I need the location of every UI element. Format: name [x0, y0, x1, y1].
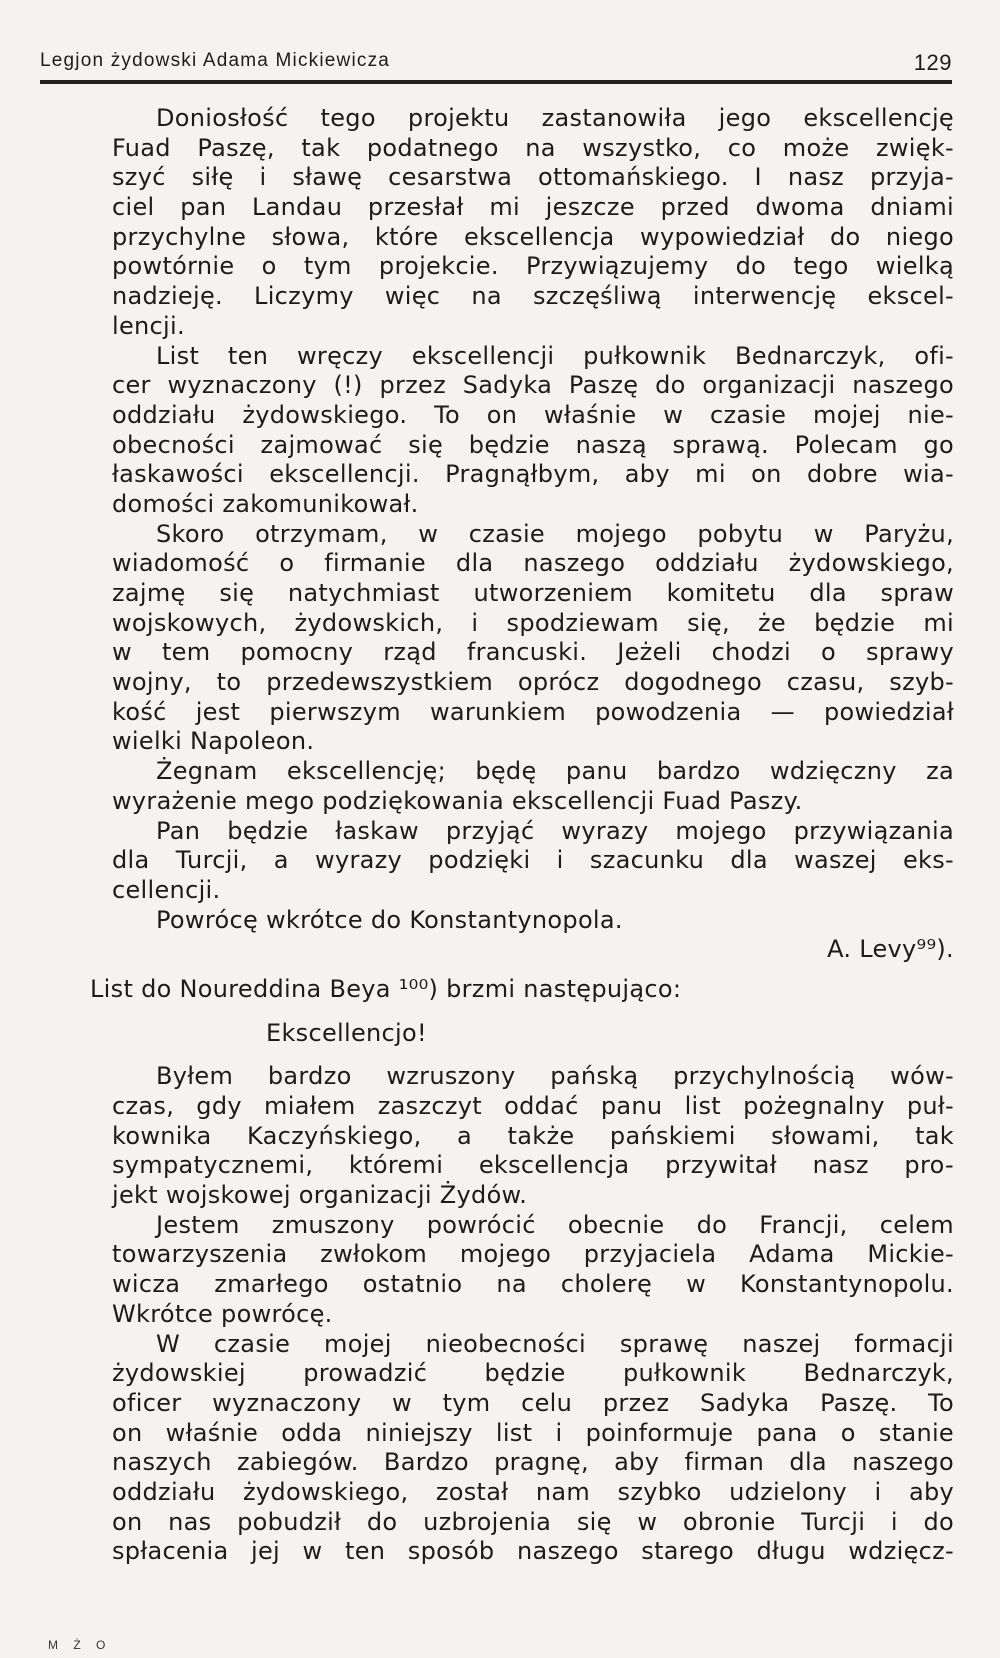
text-line: cer wyznaczony (!) przez Sadyka Paszę do organizacji naszego	[112, 371, 954, 400]
text-line: towarzyszenia zwłokom mojego przyjaciela Adama Mickie-	[112, 1240, 954, 1269]
text-line: powtórnie o tym projekcie. Przywiązujemy do tego wielką	[112, 252, 954, 281]
text-line: kość jest pierwszym warunkiem powodzenia — powiedział	[112, 697, 954, 726]
text-line: domości zakomunikował.	[112, 489, 419, 518]
text-line: lencji.	[112, 311, 185, 340]
text-line: żydowskiej prowadzić będzie pułkownik Bednarczyk,	[112, 1359, 954, 1388]
text-line: W czasie mojej nieobecności sprawę naszej formacji	[156, 1329, 954, 1358]
running-title: Legjon żydowski Adama Mickiewicza	[40, 50, 391, 71]
text-line: naszych zabiegów. Bardzo pragnę, aby firman dla naszego	[112, 1448, 954, 1477]
text-line: łaskawości ekscellencji. Pragnąłbym, aby mi on dobre wia-	[112, 460, 954, 489]
text-line: wielki Napoleon.	[112, 727, 315, 756]
text-line: jekt wojskowej organizacji Żydów.	[112, 1181, 528, 1210]
text-line: Wkrótce powrócę.	[112, 1299, 333, 1328]
text-line: spłacenia jej w ten sposób naszego starego długu wdzięcz-	[112, 1537, 954, 1566]
text-line: oficer wyznaczony w tym celu przez Sadyka Paszę. To	[112, 1388, 954, 1417]
text-line: on nas pobudził do uzbrojenia się w obronie Turcji i do	[112, 1507, 954, 1536]
salutation: Ekscellencjo!	[266, 1018, 427, 1047]
text-line: wyrażenie mego podziękowania ekscellencji Fuad Paszy.	[112, 786, 803, 815]
text-line: Żegnam ekscellencję; będę panu bardzo wdzięczny za	[156, 757, 954, 786]
text-line: cellencji.	[112, 875, 221, 904]
text-line: List ten wręczy ekscellencji pułkownik Bednarczyk, ofi-	[156, 341, 954, 370]
text-line: wicza zmarłego ostatnio na cholerę w Konstantynopolu.	[112, 1270, 954, 1299]
text-line: przychylne słowa, które ekscellencja wypowiedział do niego	[112, 222, 954, 251]
text-line: oddziału żydowskiego. To on właśnie w czasie mojej nie-	[112, 400, 954, 429]
text-line: w tem pomocny rząd francuski. Jeżeli chodzi o sprawy	[112, 638, 954, 667]
text-line: Byłem bardzo wzruszony pańską przychylnością wów-	[156, 1062, 954, 1091]
text-line: Fuad Paszę, tak podatnego na wszystko, co może zwięk-	[112, 133, 954, 162]
text-line: wojskowych, żydowskich, i spodziewam się, że będzie mi	[112, 608, 954, 637]
footer-mark: M Ż O	[48, 1638, 112, 1652]
signature: A. Levy⁹⁹).	[827, 935, 954, 964]
page-header	[40, 46, 952, 76]
text-line: sympatycznemi, któremi ekscellencja przywitał nasz pro-	[112, 1151, 954, 1180]
text-line: kownika Kaczyńskiego, a także pańskiemi słowami, tak	[112, 1121, 954, 1150]
letter-intro: List do Noureddina Beya ¹⁰⁰) brzmi następująco:	[90, 974, 682, 1003]
text-line: Doniosłość tego projektu zastanowiła jego ekscellencję	[156, 104, 954, 132]
text-line: zajmę się natychmiast utworzeniem komitetu dla spraw	[112, 579, 954, 607]
text-line: dla Turcji, a wyrazy podzięki i szacunku dla waszej eks-	[112, 846, 954, 875]
text-line: Skoro otrzymam, w czasie mojego pobytu w Paryżu,	[156, 519, 954, 548]
text-line: czas, gdy miałem zaszczyt oddać panu list pożegnalny puł-	[112, 1092, 954, 1120]
text-line: Powrócę wkrótce do Konstantynopola.	[156, 905, 623, 934]
text-line: ciel pan Landau przesłał mi jeszcze przed dwoma dniami	[112, 193, 954, 222]
text-line: oddziału żydowskiego, został nam szybko udzielony i aby	[112, 1477, 954, 1506]
text-line: szyć siłę i sławę cesarstwa ottomańskiego. I nasz przyja-	[112, 163, 954, 192]
text-line: wiadomość o firmanie dla naszego oddziału żydowskiego,	[112, 549, 954, 578]
text-line: wojny, to przedewszystkiem oprócz dogodnego czasu, szyb-	[112, 668, 954, 697]
text-line: nadzieję. Liczymy więc na szczęśliwą interwencję ekscel-	[112, 282, 954, 311]
text-line: Jestem zmuszony powrócić obecnie do Francji, celem	[156, 1210, 954, 1239]
body-text	[90, 104, 954, 1567]
text-line: on właśnie odda niniejszy list i poinformuje pana o stanie	[112, 1418, 954, 1447]
text-line: obecności zajmować się będzie naszą sprawą. Polecam go	[112, 430, 954, 459]
header-rule	[40, 80, 952, 84]
page-number: 129	[913, 50, 952, 75]
text-line: Pan będzie łaskaw przyjąć wyrazy mojego przywiązania	[156, 816, 954, 845]
